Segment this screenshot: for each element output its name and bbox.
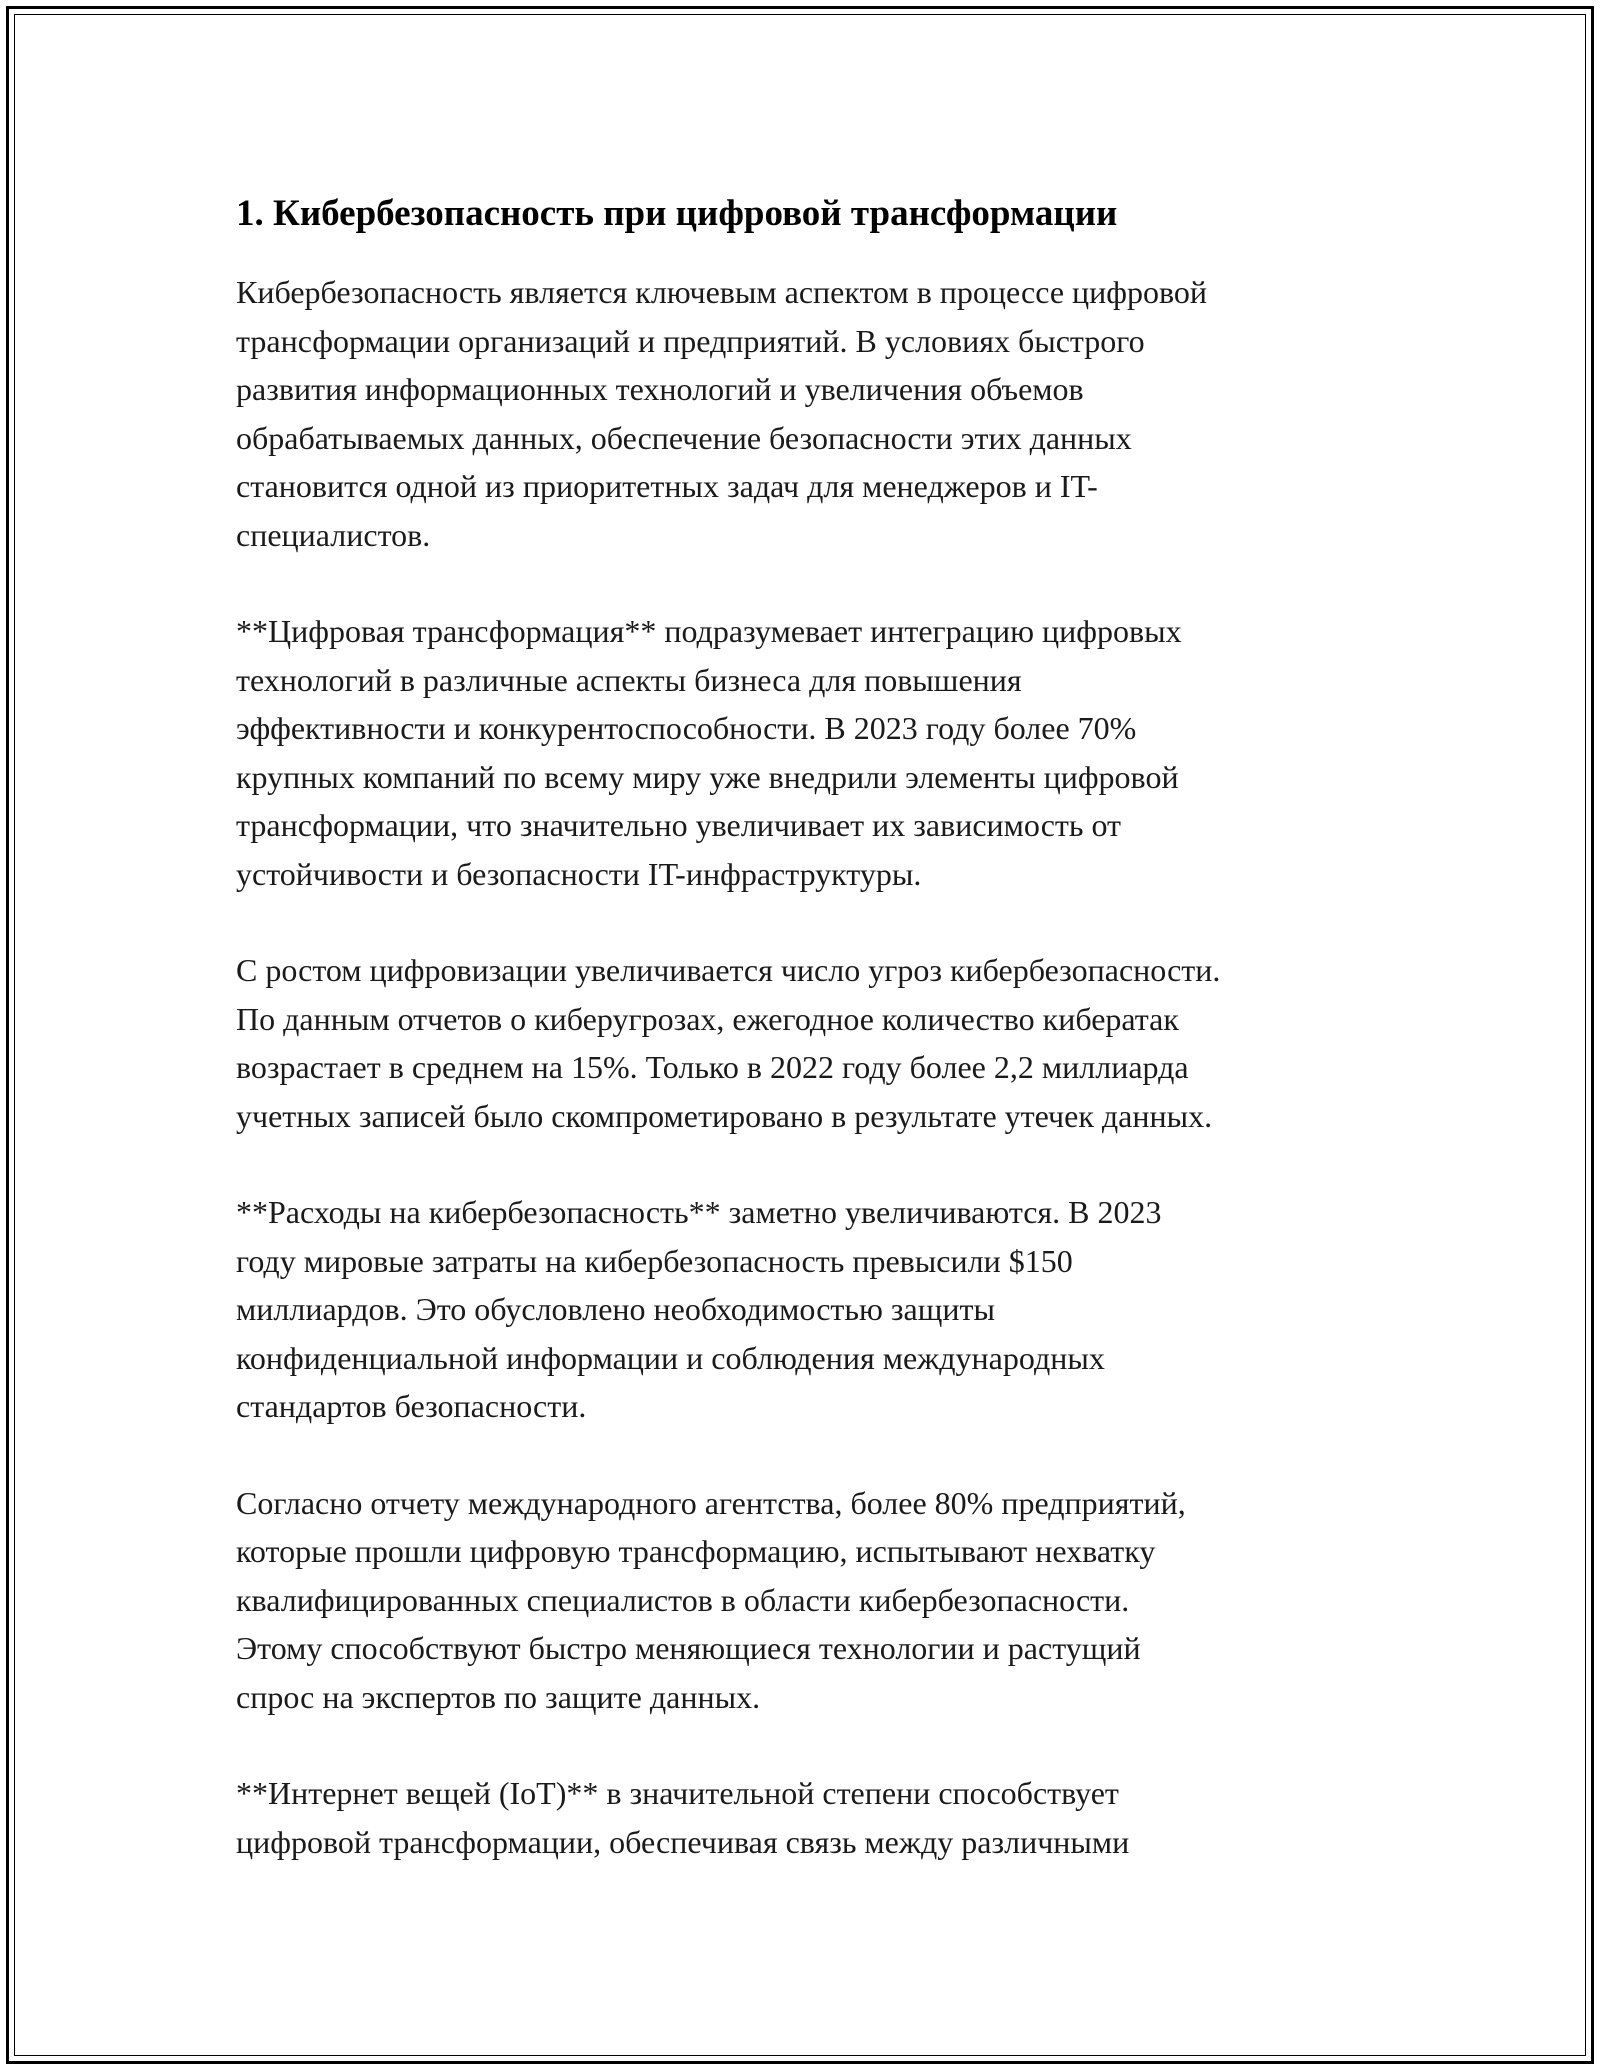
text-line: спрос на экспертов по защите данных. [236,1678,761,1715]
paragraph-staff-shortage [236,1479,1376,1722]
text-line: технологий в различные аспекты бизнеса для повышения [236,661,1022,698]
text-line: эффективности и конкурентоспособности. В 2023 году более 70% [236,710,1137,746]
text-line: устойчивости и безопасности IT-инфраструктуры. [236,855,922,892]
document-heading: 1. Кибербезопасность при цифровой трансформации [236,193,1118,234]
paragraph-iot [236,1769,1376,1866]
text-line: которые прошли цифровую трансформацию, испытывают нехватку [236,1533,1156,1569]
paragraph-spending [236,1188,1376,1431]
text-line: развития информационных технологий и увеличения объемов [236,371,1084,407]
paragraph-intro [236,268,1376,559]
document-body [236,190,1376,1914]
text-line: **Цифровая трансформация** подразумевает интеграцию цифровых [236,613,1182,649]
text-line: учетных записей было скомпрометировано в результате утечек данных. [236,1097,1213,1134]
text-line: По данным отчетов о киберугрозах, ежегодное количество кибератак [236,1000,1179,1037]
text-line: обрабатываемых данных, обеспечение безопасности этих данных [236,419,1132,456]
text-line: Этому способствуют быстро меняющиеся технологии и растущий [236,1630,1141,1666]
text-line: году мировые затраты на кибербезопасность превысили $150 [236,1242,1073,1279]
text-line: цифровой трансформации, обеспечивая связь между различными [236,1823,1130,1860]
text-line: специалистов. [236,516,431,553]
text-line: С ростом цифровизации увеличивается число угроз кибербезопасности. [236,952,1221,988]
text-line: Кибербезопасность является ключевым аспектом в процессе цифровой [236,274,1208,310]
text-line: трансформации организаций и предприятий. В условиях быстрого [236,322,1145,359]
text-line: квалифицированных специалистов в области кибербезопасности. [236,1581,1130,1618]
text-line: становится одной из приоритетных задач для менеджеров и IT- [236,468,1098,504]
paragraph-digital-transformation [236,607,1376,898]
text-line: конфиденциальной информации и соблюдения международных [236,1339,1105,1376]
text-line: миллиардов. Это обусловлено необходимостью защиты [236,1291,995,1327]
text-line: крупных компаний по всему миру уже внедрили элементы цифровой [236,758,1179,795]
text-line: Согласно отчету международного агентства, более 80% предприятий, [236,1484,1186,1521]
paragraph-threats [236,946,1376,1140]
text-line: трансформации, что значительно увеличивает их зависимость от [236,807,1122,843]
text-line: **Интернет вещей (IoT)** в значительной степени способствует [236,1775,1119,1811]
text-line: стандартов безопасности. [236,1388,587,1424]
text-line: **Расходы на кибербезопасность** заметно увеличиваются. В 2023 [236,1194,1162,1230]
text-line: возрастает в среднем на 15%. Только в 2022 году более 2,2 миллиарда [236,1049,1189,1085]
